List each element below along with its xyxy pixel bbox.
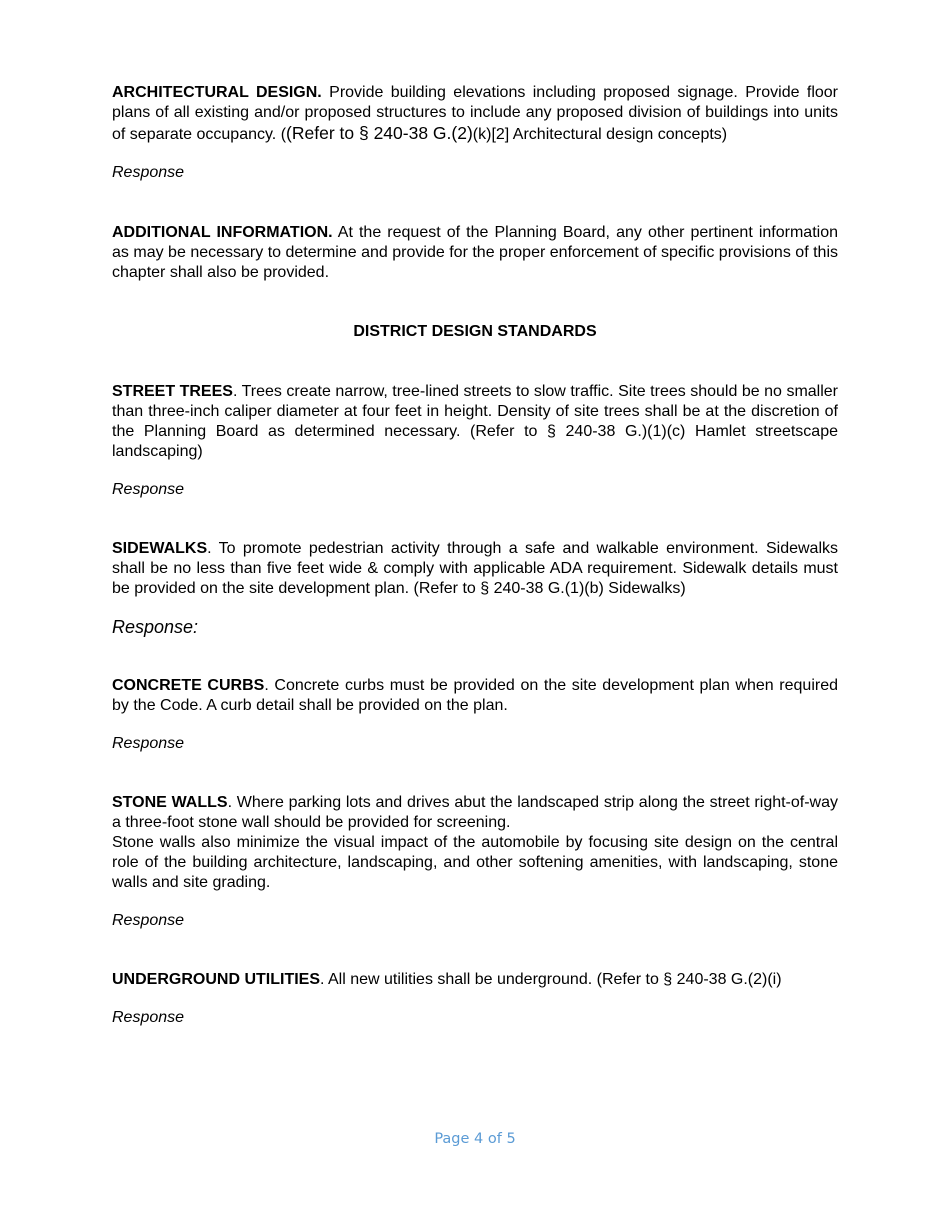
stone-walls-response: Response [112,912,185,929]
street-trees-title: STREET TREES [112,383,233,400]
stone-walls-text: . Where parking lots and drives abut the landscaped strip along the street right-of-way a three-foot stone wall should be provided for screening. [112,794,839,831]
underground-utilities-response: Response [112,1009,185,1026]
additional-information-paragraph [112,223,838,283]
additional-information-title: ADDITIONAL INFORMATION. [112,224,333,241]
stone-walls-paragraph [112,793,838,833]
sidewalks-title: SIDEWALKS [112,540,208,557]
underground-utilities-title: UNDERGROUND UTILITIES [112,971,320,988]
architectural-design-text: Provide building elevations including proposed signage. Provide floor plans of all existing and/or proposed structures to include any proposed division of buildings into units of separate occupancy. ( [112,84,838,143]
architectural-design-paragraph [112,83,838,145]
architectural-design-title: ARCHITECTURAL DESIGN. [112,84,322,101]
underground-utilities-text: . All new utilities shall be underground. (Refer to § 240-38 G.(2)(i) [320,971,782,988]
sidewalks-text: . To promote pedestrian activity through a safe and walkable environment. Sidewalks shall be no less than five feet wide & comply with applicable ADA requirement. Sidewalk details must be provided on the site development plan. (Refer to § 240-38 G.(1)(b) Sidewalks) [112,540,838,597]
additional-information-text: At the request of the Planning Board, any other pertinent information as may be necessary to determine and provide for the proper enforcement of specific provisions of this chapter shall also be provided. [112,224,839,281]
underground-utilities-paragraph [112,970,838,990]
district-design-standards-heading: DISTRICT DESIGN STANDARDS [353,323,597,340]
sidewalks-response: Response: [112,617,199,637]
concrete-curbs-response: Response [112,735,185,752]
stone-walls-paragraph-2: Stone walls also minimize the visual impact of the automobile by focusing site design on the central role of the building architecture, landscaping, and other softening amenities, with landscaping, stone walls and site grading. [112,834,838,891]
concrete-curbs-title: CONCRETE CURBS [112,677,265,694]
architectural-design-reference: (Refer to § 240-38 G.(2) [286,123,473,143]
page-number-footer: Page 4 of 5 [434,1131,516,1147]
stone-walls-title: STONE WALLS [112,794,228,811]
sidewalks-paragraph [112,539,838,599]
street-trees-text: . Trees create narrow, tree-lined streets to slow traffic. Site trees should be no smaller than three-inch caliper diameter at four feet in height. Density of site trees shall be at the discretion of the Planning Board as determined necessary. (Refer to § 240-38 G.)(1)(c) Hamlet streetscape landscaping) [112,383,839,460]
street-trees-response: Response [112,481,185,498]
architectural-design-reference-tail: (k)[2] Architectural design concepts) [472,126,728,143]
street-trees-paragraph [112,382,838,462]
concrete-curbs-paragraph [112,676,838,716]
architectural-design-response: Response [112,164,185,181]
concrete-curbs-text: . Concrete curbs must be provided on the site development plan when required by the Code. A curb detail shall be provided on the plan. [112,677,838,714]
document-body [112,83,838,1028]
